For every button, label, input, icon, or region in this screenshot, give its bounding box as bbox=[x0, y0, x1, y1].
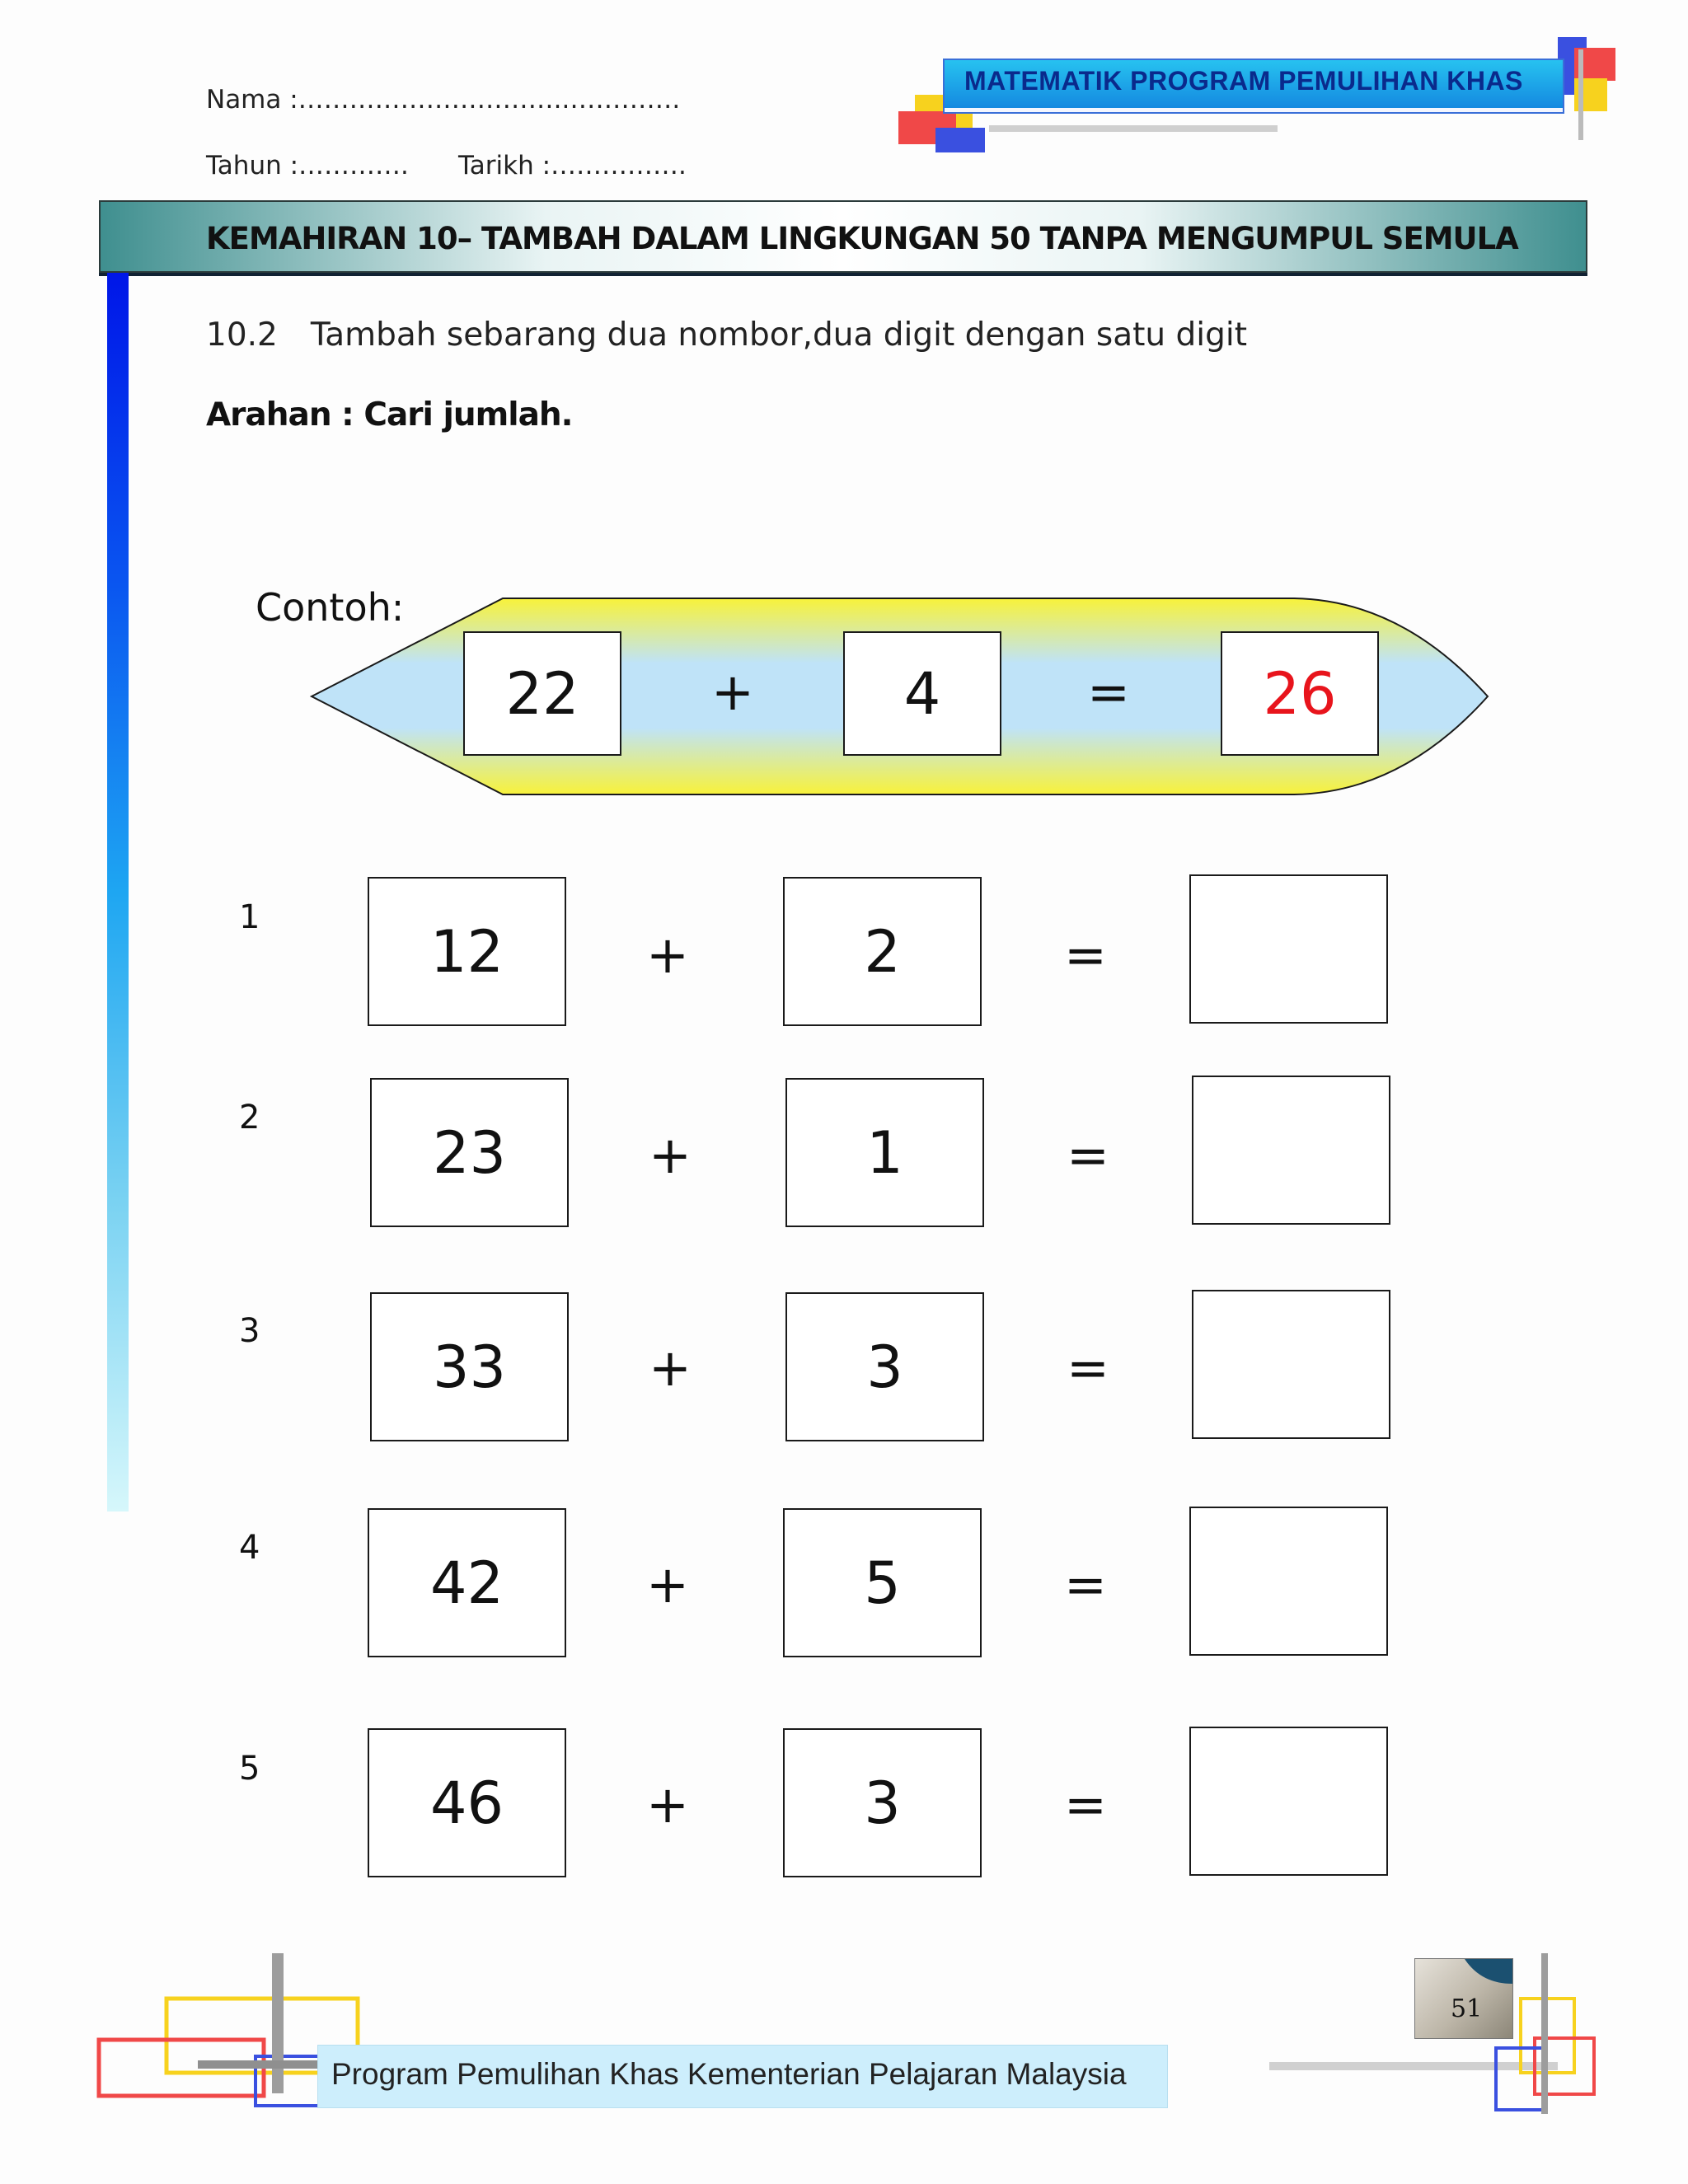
example-operand-b: 4 bbox=[843, 631, 1001, 756]
answer-box[interactable] bbox=[1192, 1290, 1390, 1439]
page-number: 51 bbox=[1451, 1994, 1483, 2023]
year-field[interactable]: Tahun :…………. bbox=[206, 151, 409, 180]
answer-box[interactable] bbox=[1192, 1076, 1390, 1225]
skill-title: KEMAHIRAN 10– TAMBAH DALAM LINGKUNGAN 50 TANPA MENGUMPUL SEMULA bbox=[206, 221, 1518, 256]
example-plus-sign: + bbox=[711, 662, 754, 722]
question-number: 1 bbox=[239, 898, 260, 936]
question-number: 2 bbox=[239, 1099, 260, 1137]
question-number: 3 bbox=[239, 1312, 260, 1350]
question-operand-a: 33 bbox=[370, 1292, 569, 1441]
question-operand-b: 3 bbox=[783, 1728, 982, 1877]
equals-sign: = bbox=[1064, 1554, 1107, 1615]
instruction: Arahan : Cari jumlah. bbox=[206, 396, 573, 434]
plus-sign: + bbox=[646, 925, 689, 985]
equals-sign: = bbox=[1067, 1125, 1109, 1185]
plus-sign: + bbox=[646, 1774, 689, 1835]
answer-box[interactable] bbox=[1189, 874, 1388, 1024]
subskill-number: 10.2 bbox=[206, 316, 278, 354]
example-operand-a: 22 bbox=[463, 631, 621, 756]
question-operand-b: 5 bbox=[783, 1508, 982, 1657]
equals-sign: = bbox=[1064, 1774, 1107, 1835]
program-banner-title: MATEMATIK PROGRAM PEMULIHAN KHAS bbox=[964, 66, 1523, 96]
name-field[interactable]: Nama :…………………………..…………. bbox=[206, 85, 681, 115]
equals-sign: = bbox=[1067, 1338, 1109, 1398]
question-operand-b: 1 bbox=[785, 1078, 984, 1227]
question-operand-a: 42 bbox=[368, 1508, 566, 1657]
example-label: Contoh: bbox=[256, 585, 405, 630]
subskill-line bbox=[206, 316, 1247, 354]
plus-sign: + bbox=[649, 1125, 692, 1185]
plus-sign: + bbox=[646, 1554, 689, 1615]
question-number: 4 bbox=[239, 1529, 260, 1567]
date-field[interactable]: Tarikh :……………. bbox=[458, 151, 687, 180]
example-equals-sign: = bbox=[1087, 662, 1130, 722]
question-number: 5 bbox=[239, 1750, 260, 1788]
question-operand-a: 12 bbox=[368, 877, 566, 1026]
question-operand-b: 3 bbox=[785, 1292, 984, 1441]
question-operand-b: 2 bbox=[783, 877, 982, 1026]
answer-box[interactable] bbox=[1189, 1507, 1388, 1656]
question-operand-a: 23 bbox=[370, 1078, 569, 1227]
footer-text: Program Pemulihan Khas Kementerian Pelajaran Malaysia bbox=[331, 2057, 1127, 2091]
question-operand-a: 46 bbox=[368, 1728, 566, 1877]
plus-sign: + bbox=[649, 1338, 692, 1398]
side-gradient-bar bbox=[107, 273, 129, 1511]
example-answer: 26 bbox=[1221, 631, 1379, 756]
equals-sign: = bbox=[1064, 925, 1107, 985]
answer-box[interactable] bbox=[1189, 1727, 1388, 1876]
subskill-text: Tambah sebarang dua nombor,dua digit dengan satu digit bbox=[310, 316, 1248, 354]
